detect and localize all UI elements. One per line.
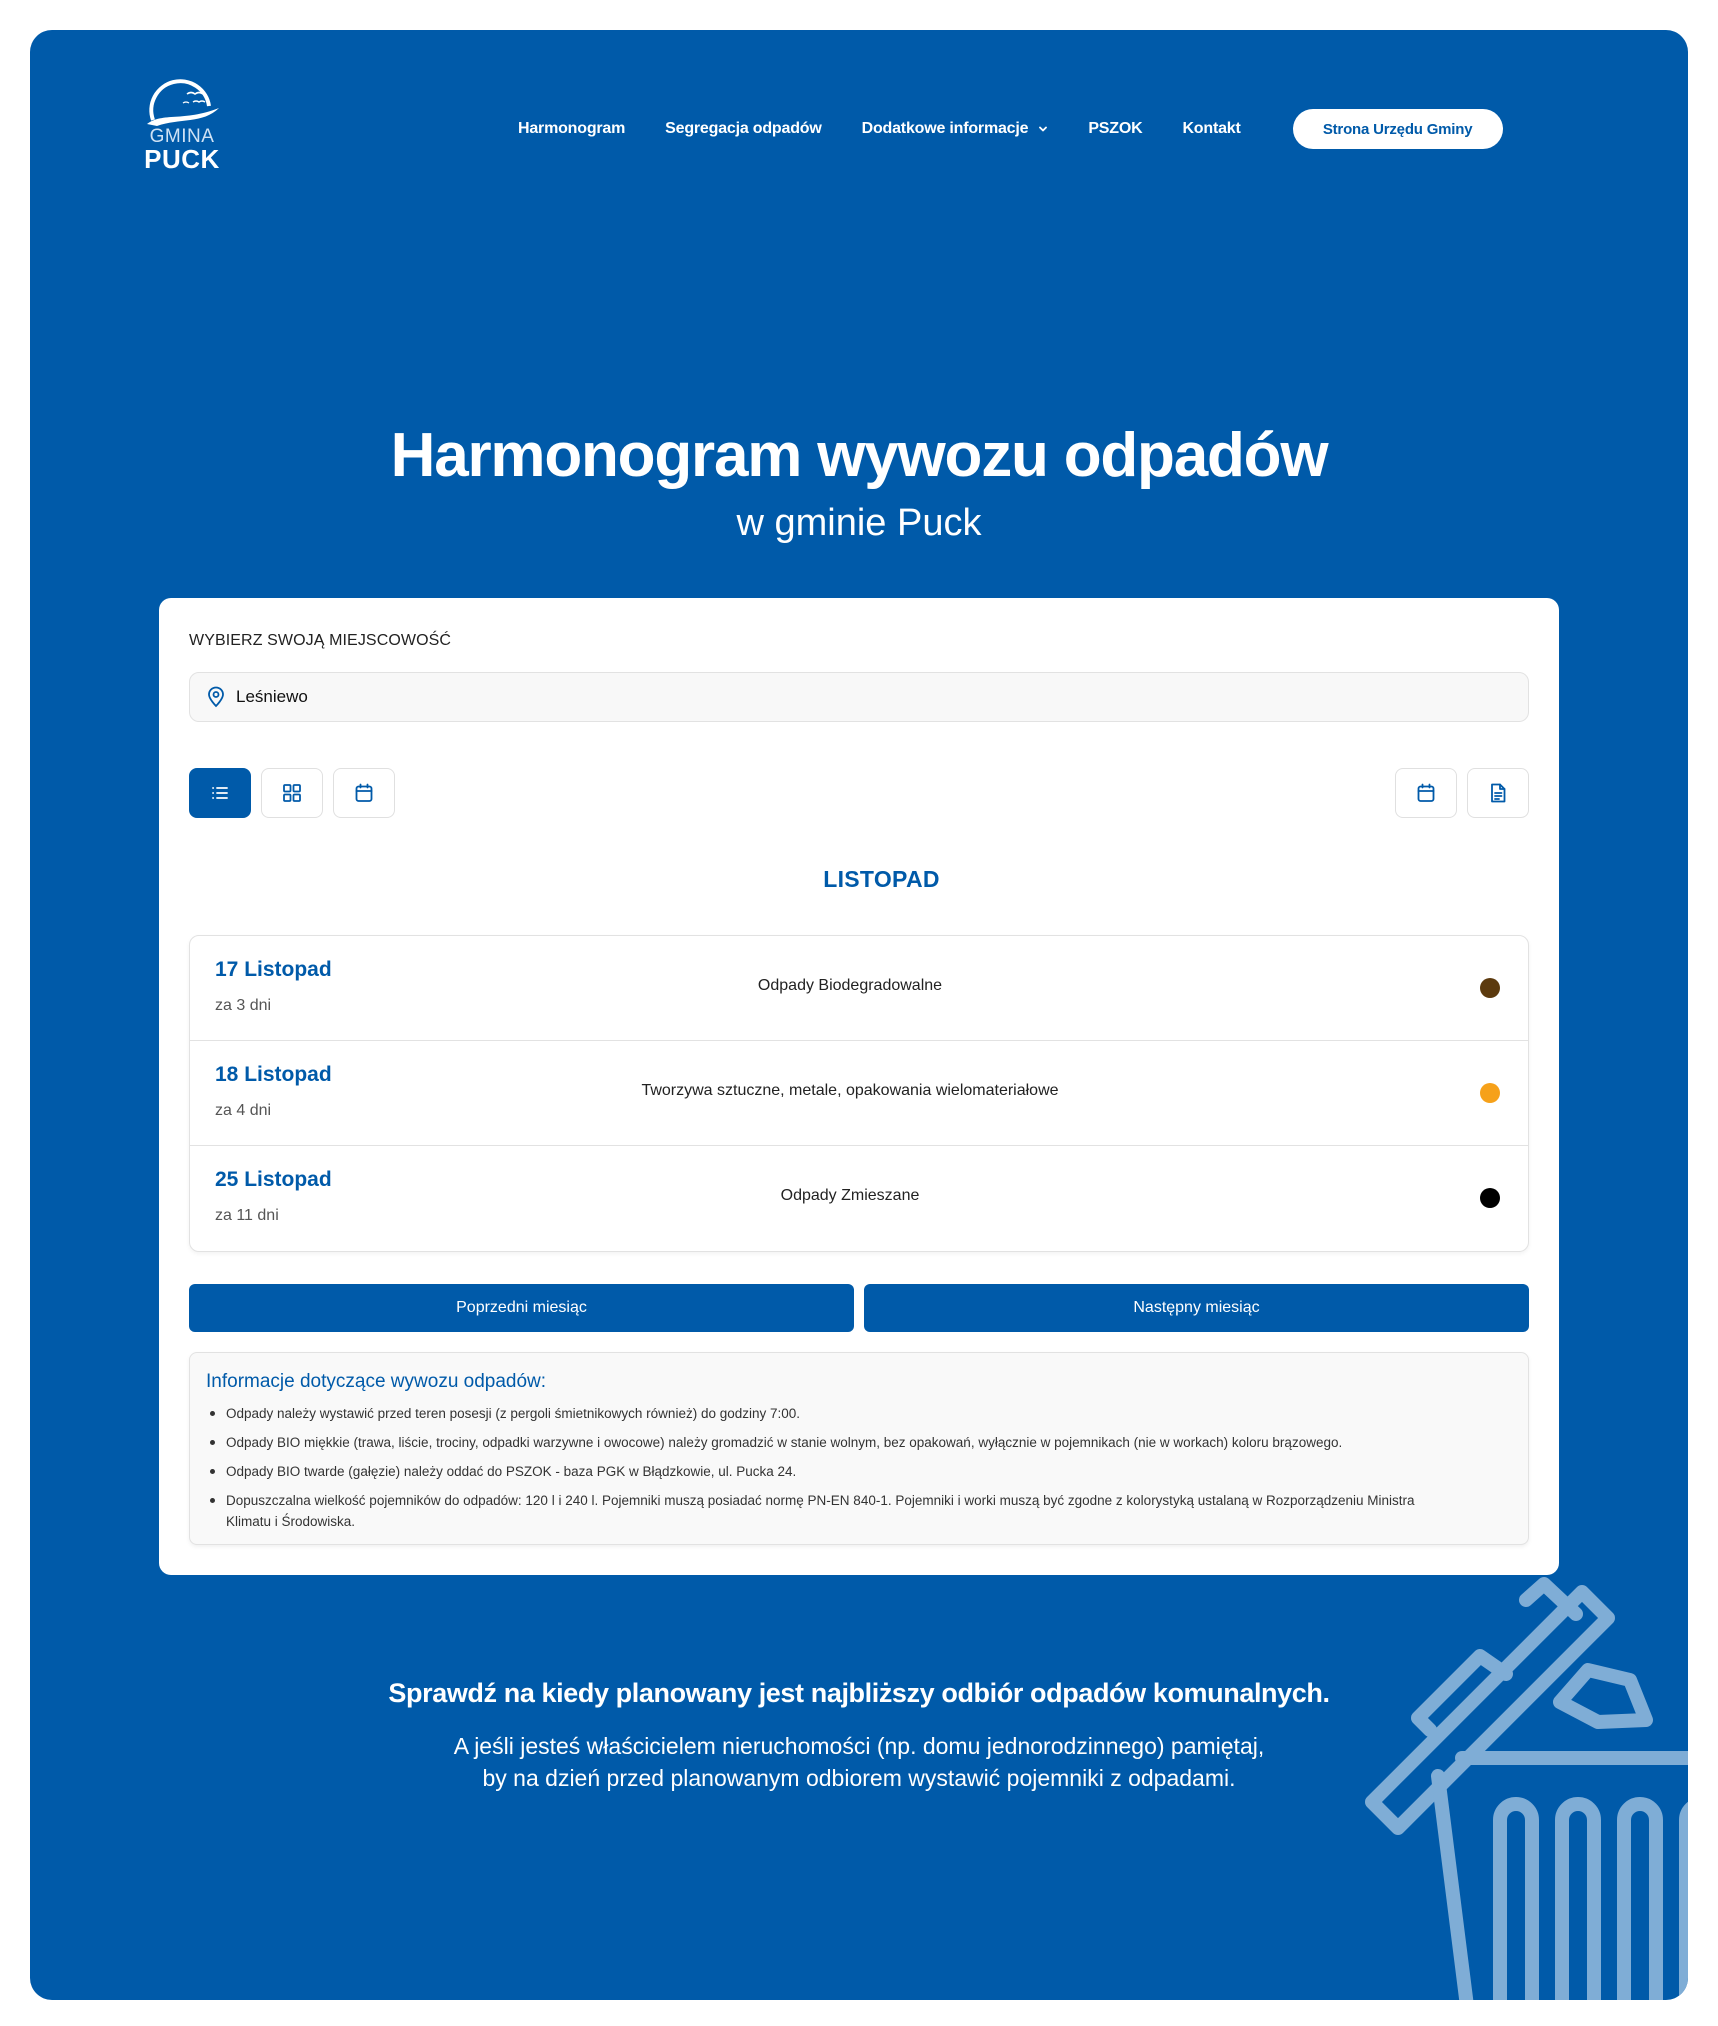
next-month-button[interactable]: Następny miesiąc <box>864 1284 1529 1332</box>
info-item: Odpady BIO miękkie (trawa, liście, trociny, odpadki warzywne i owocowe) należy gromadzić w stanie wolnym, bez opakowań, wyłącznie w pojemnikach (nie w workach) koloru brązowego. <box>206 1432 1512 1453</box>
gmina-puck-logo[interactable] <box>143 78 221 172</box>
main-nav <box>518 104 1503 154</box>
schedule-card <box>159 598 1559 1575</box>
pickup-type: Tworzywa sztuczne, metale, opakowania wielomateriałowe <box>641 1082 1059 1099</box>
pdf-document-button[interactable] <box>1467 768 1529 818</box>
location-label: WYBIERZ SWOJĄ MIEJSCOWOŚĆ <box>189 632 452 649</box>
month-heading: LISTOPAD <box>823 866 940 892</box>
pickup-date: 18 Listopad <box>215 1063 332 1086</box>
pickup-relative: za 4 dni <box>215 1102 272 1119</box>
nav-label: PSZOK <box>1088 120 1143 137</box>
waste-color-dot-icon <box>1480 1188 1500 1208</box>
nav-label: Kontakt <box>1182 120 1241 137</box>
hero-panel <box>30 30 1688 2000</box>
map-pin-icon <box>206 686 226 708</box>
pickup-row[interactable] <box>190 1041 1528 1146</box>
urzad-gminy-button[interactable]: Strona Urzędu Gminy <box>1293 109 1503 149</box>
logo-line1: GMINA <box>149 126 215 147</box>
location-field[interactable] <box>189 672 1529 722</box>
page-subtitle: w gminie Puck <box>736 502 982 544</box>
info-item: Dopuszczalna wielkość pojemników do odpadów: 120 l i 240 l. Pojemniki muszą posiadać normę PN-EN 840-1. Pojemniki i worki muszą być zgodne z kolorystyką ustalaną w Rozporządzeniu Ministra Klimatu i Środowiska. <box>206 1490 1512 1532</box>
export-calendar-button[interactable] <box>1395 768 1457 818</box>
bottom-line1: A jeśli jesteś właścicielem nieruchomości (np. domu jednorodzinnego) pamiętaj, <box>453 1733 1265 1759</box>
pickup-type: Odpady Zmieszane <box>780 1187 920 1204</box>
location-input[interactable] <box>236 687 1436 707</box>
page-title: Harmonogram wywozu odpadów <box>390 421 1328 490</box>
nav-label: Harmonogram <box>518 120 626 137</box>
nav-label: Dodatkowe informacje <box>861 120 1029 137</box>
calendar-icon <box>353 782 375 804</box>
document-icon <box>1487 782 1509 804</box>
logo-line2: PUCK <box>144 144 220 174</box>
waste-color-dot-icon <box>1480 1083 1500 1103</box>
pickup-row[interactable] <box>190 936 1528 1041</box>
chevron-down-icon <box>1038 124 1048 134</box>
info-title: Informacje dotyczące wywozu odpadów: <box>206 1371 547 1392</box>
list-view-button[interactable] <box>189 768 251 818</box>
trash-bin-illustration-icon <box>1330 1570 1688 2000</box>
nav-label: Segregacja odpadów <box>665 120 822 137</box>
calendar-export-icon <box>1415 782 1437 804</box>
pickup-row[interactable] <box>190 1146 1528 1251</box>
info-list <box>206 1403 1512 1532</box>
info-item: Odpady BIO twarde (gałęzie) należy oddać do PSZOK - baza PGK w Błądzkowie, ul. Pucka 24. <box>206 1461 1512 1482</box>
info-box <box>189 1352 1529 1545</box>
calendar-view-button[interactable] <box>333 768 395 818</box>
bottom-heading: Sprawdź na kiedy planowany jest najbliższy odbiór odpadów komunalnych. <box>388 1678 1330 1708</box>
nav-kontakt[interactable] <box>1182 120 1240 138</box>
waste-color-dot-icon <box>1480 978 1500 998</box>
pickup-date: 25 Listopad <box>215 1168 332 1191</box>
nav-pszok[interactable] <box>1088 120 1142 138</box>
nav-harmonogram[interactable] <box>518 120 625 138</box>
nav-segregacja[interactable] <box>665 120 821 138</box>
bottom-line2: by na dzień przed planowanym odbiorem wystawić pojemniki z odpadami. <box>482 1765 1236 1791</box>
pickup-type: Odpady Biodegradowalne <box>757 977 943 994</box>
list-icon <box>209 782 231 804</box>
pickup-list <box>189 935 1529 1252</box>
logo-wave-icon <box>143 78 221 130</box>
grid-view-button[interactable] <box>261 768 323 818</box>
pickup-relative: za 11 dni <box>215 1207 279 1224</box>
pickup-relative: za 3 dni <box>215 997 272 1014</box>
previous-month-button[interactable]: Poprzedni miesiąc <box>189 1284 854 1332</box>
grid-icon <box>281 782 303 804</box>
info-item: Odpady należy wystawić przed teren posesji (z pergoli śmietnikowych również) do godziny 7:00. <box>206 1403 1512 1424</box>
pickup-date: 17 Listopad <box>215 958 332 981</box>
nav-dodatkowe-informacje[interactable] <box>862 120 1049 138</box>
